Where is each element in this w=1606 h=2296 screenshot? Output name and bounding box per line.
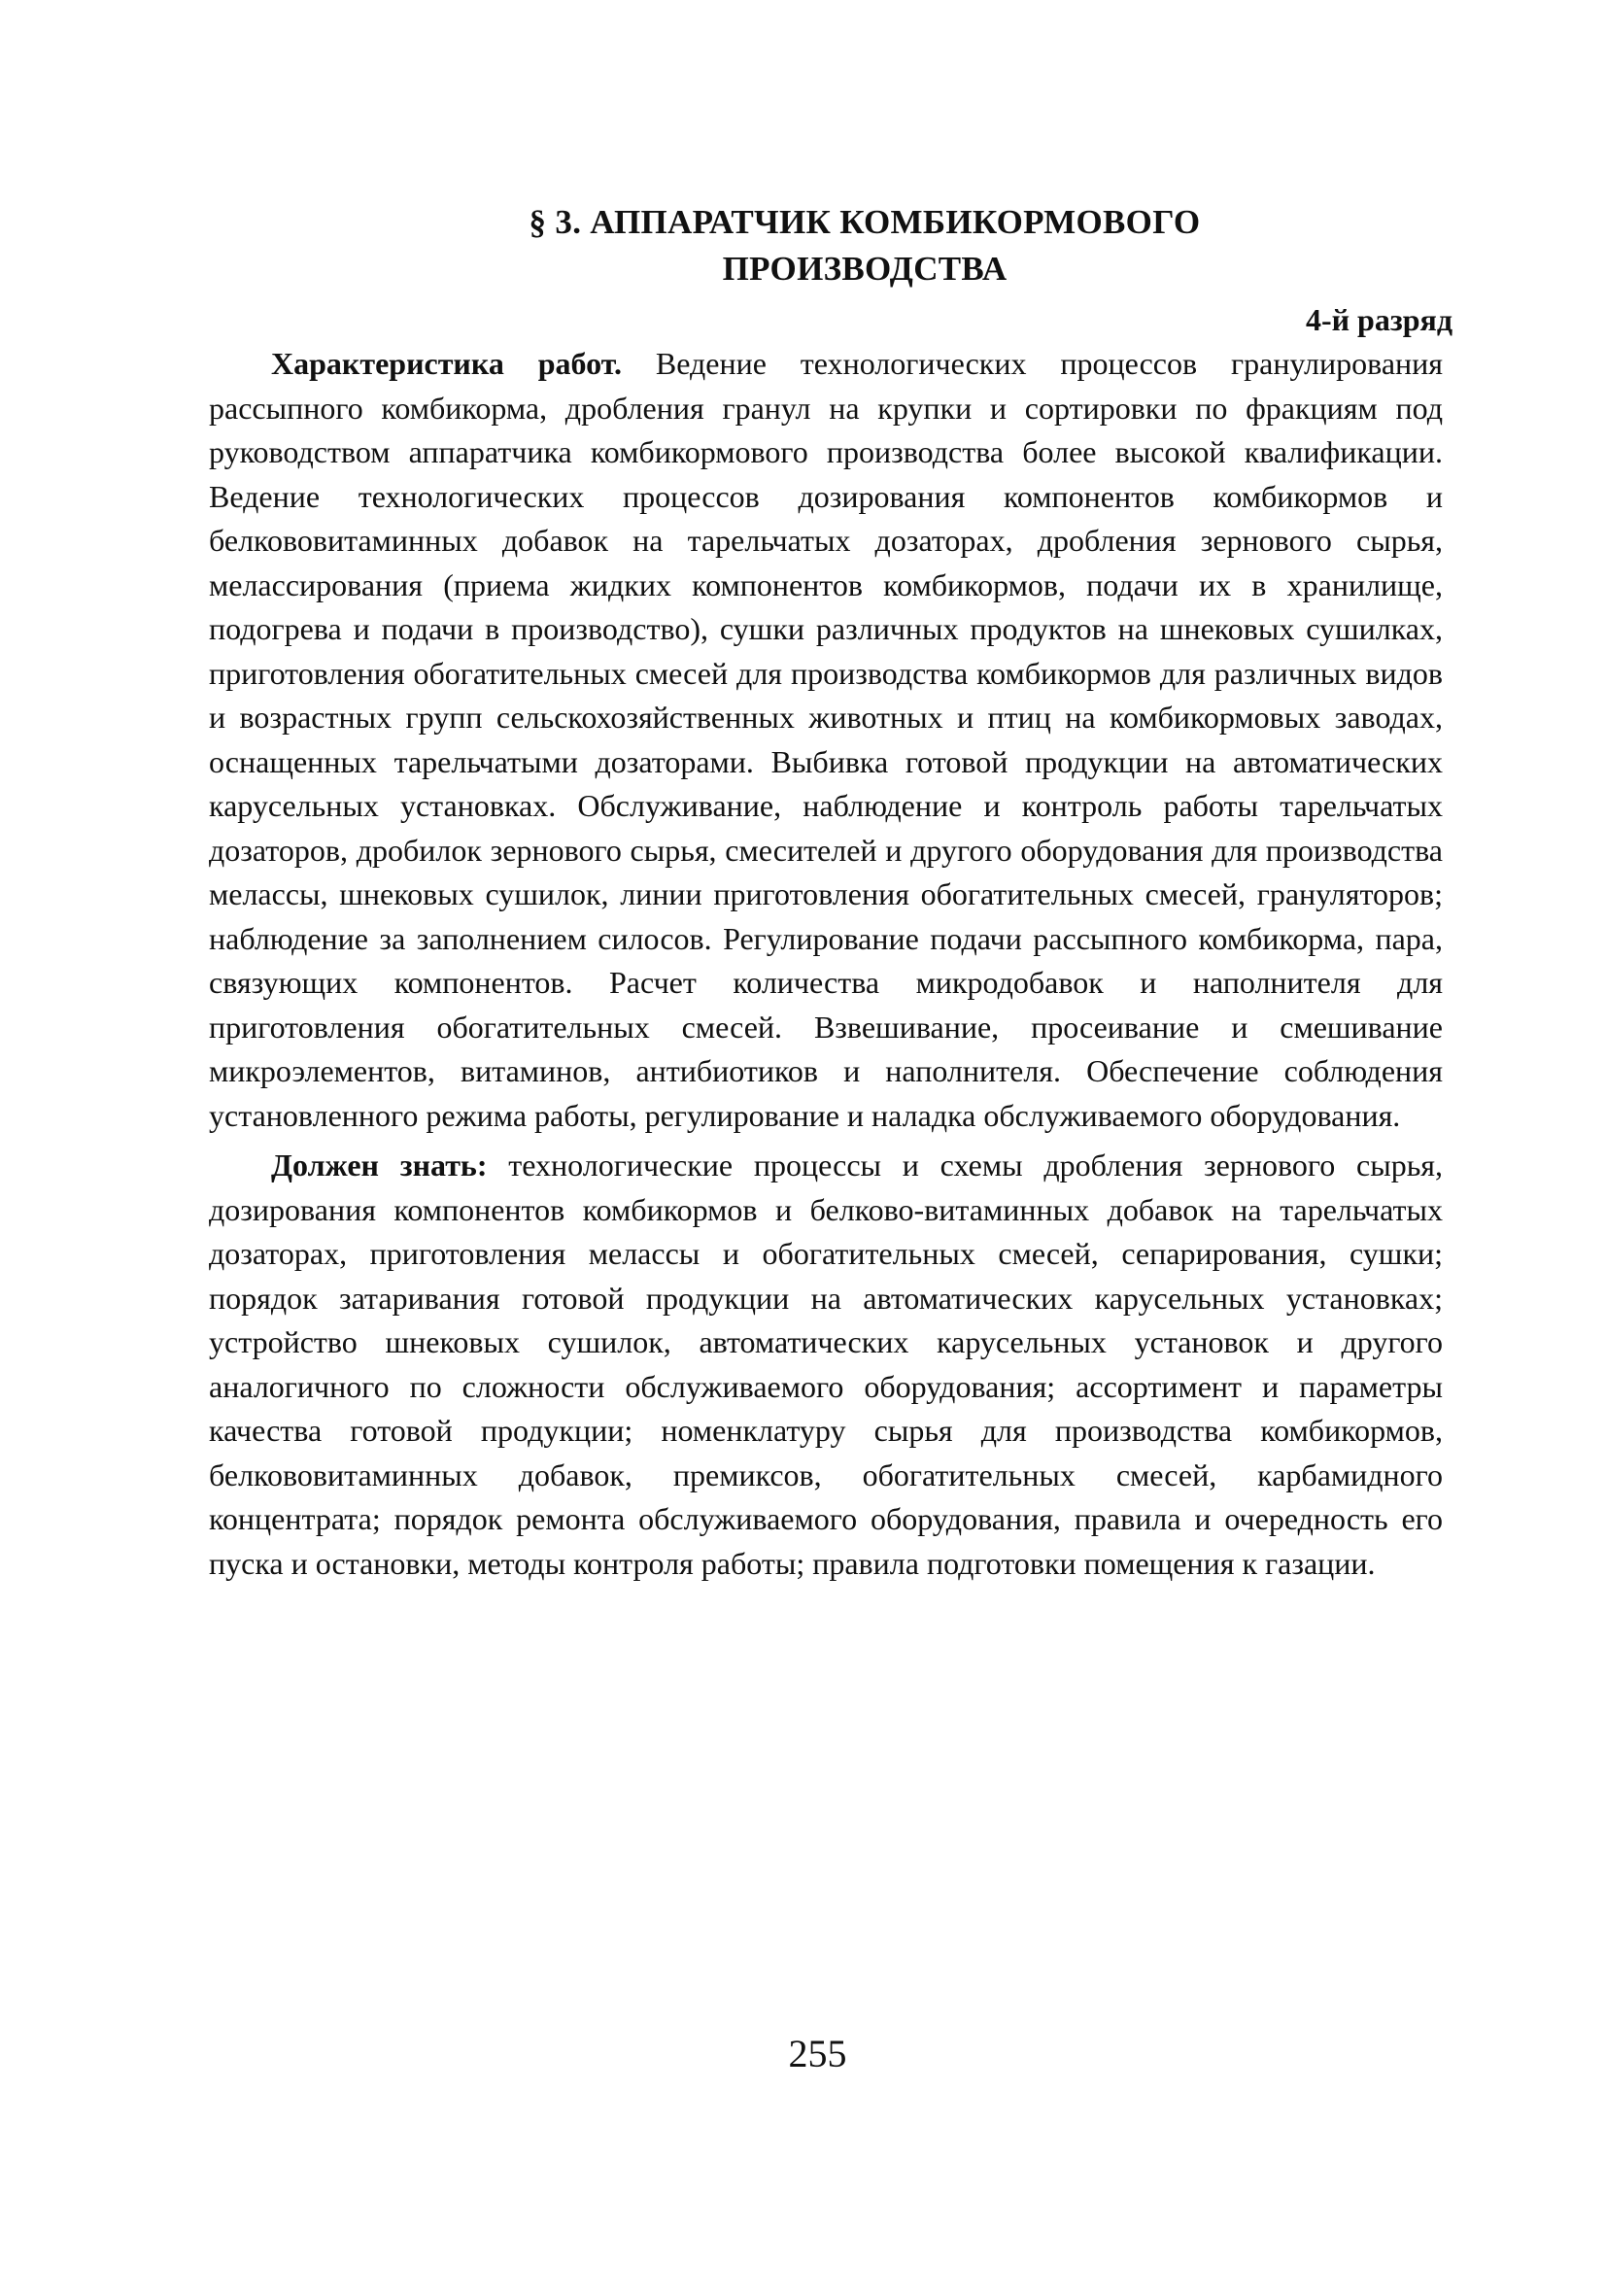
- must-know-text: технологические процессы и схемы дробления зернового сырья, дозирования компонентов комбикормов и белково-витаминных добавок на тарельчатых дозаторах, приготовления мелассы и обогатительных смесей, сепарирования, сушки; порядок затаривания готовой продукции на автоматических карусельных установках; устройство шнековых сушилок, автоматических карусельных установок и другого аналогичного по сложности обслуживаемого оборудования; ассортимент и параметры качества готовой продукции; номенклатуру сырья для производства комбикормов, белкововитаминных добавок, премиксов, обогатительных смесей, карбамидного концентрата; порядок ремонта обслуживаемого оборудования, правила и очередность его пуска и остановки, методы контроля работы; правила подготовки помещения к газации.: [209, 1148, 1444, 1581]
- grade-label: 4-й разряд: [1305, 302, 1452, 337]
- section-title-line-1: § 3. АППАРАТЧИК КОМБИКОРМОВОГО: [529, 203, 1201, 241]
- section-title-line-2: ПРОИЗВОДСТВА: [722, 250, 1008, 288]
- must-know-paragraph: [209, 1144, 1443, 1586]
- characteristics-lead: Характеристика работ.: [271, 346, 622, 381]
- characteristics-text: Ведение технологических процессов гранулирования рассыпного комбикорма, дробления гранул на крупки и сортировки по фракциям под руководством аппаратчика комбикормового производства более высокой квалификации. Ведение технологических процессов дозирования компонентов комбикормов и белкововитаминных добавок на тарельчатых дозаторах, дробления зернового сырья, мелассирования (приема жидких компонентов комбикормов, подачи их в хранилище, подогрева и подачи в производство), сушки различных продуктов на шнековых сушилках, приготовления обогатительных смесей для производства комбикормов для различных видов и возрастных групп сельскохозяйственных животных и птиц на комбикормовых заводах, оснащенных тарельчатыми дозаторами. Выбивка готовой продукции на автоматических карусельных установках. Обслуживание, наблюдение и контроль работы тарельчатых дозаторов, дробилок зернового сырья, смесителей и другого оборудования для производства мелассы, шнековых сушилок, линии приготовления обогатительных смесей, грануляторов; наблюдение за заполнением силосов. Регулирование подачи рассыпного комбикорма, пара, связующих компонентов. Расчет количества микродобавок и наполнителя для приготовления обогатительных смесей. Взвешивание, просеивание и смешивание микроэлементов, витаминов, антибиотиков и наполнителя. Обеспечение соблюдения установленного режима работы, регулирование и наладка обслуживаемого оборудования.: [209, 346, 1444, 1133]
- document-page: [209, 199, 1452, 1586]
- must-know-lead: Должен знать:: [271, 1148, 488, 1182]
- page-number: 255: [788, 2032, 847, 2075]
- section-title: [287, 199, 1443, 292]
- characteristics-paragraph: [209, 342, 1443, 1138]
